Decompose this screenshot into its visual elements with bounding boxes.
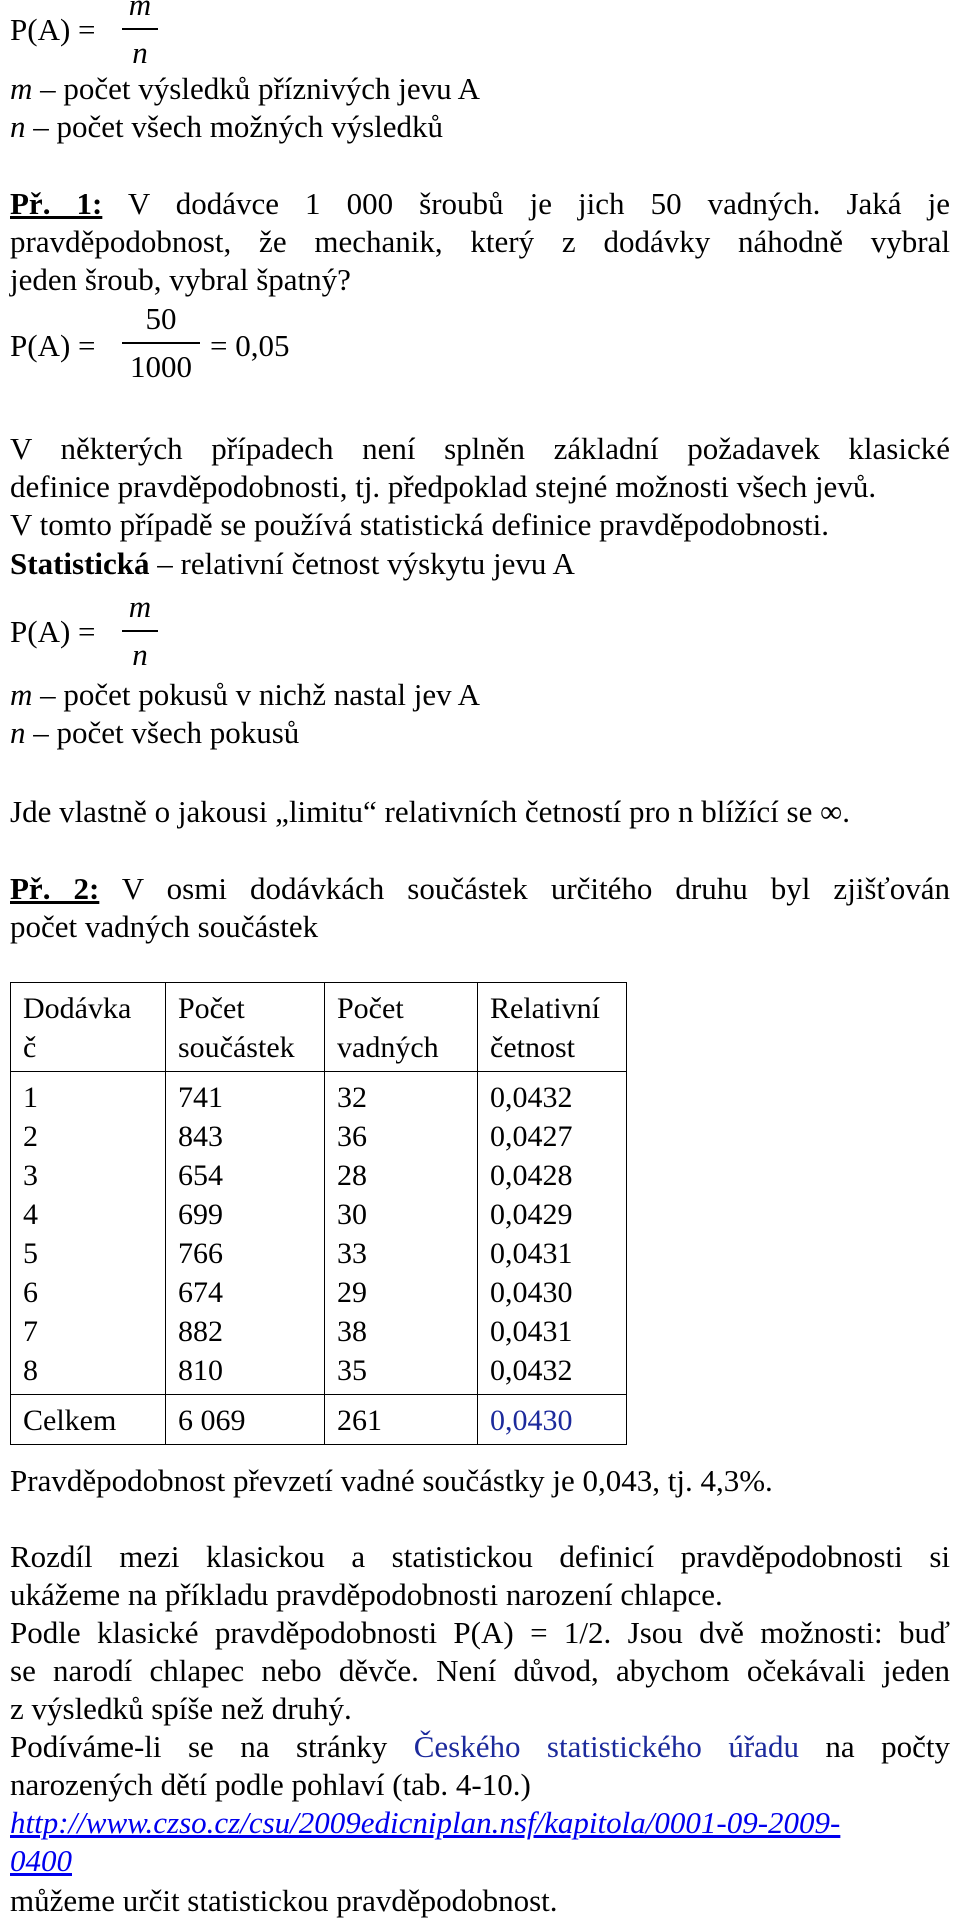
limit-text: Jde vlastně o jakousi „limitu“ relativních četností pro n blížící se ∞. — [10, 794, 850, 829]
paragraph-1-line-3: V tomto případě se používá statistická definice pravděpodobnosti. — [10, 507, 830, 542]
total-defects: 261 — [325, 1395, 478, 1445]
column-relative-frequencies: 0,0432 0,0427 0,0428 0,0429 0,0431 0,0430 0,0431 0,0432 — [478, 1072, 627, 1395]
source-url-link-line-1[interactable]: http://www.czso.cz/csu/2009edicniplan.nsf/kapitola/0001-09-2009- — [10, 1805, 841, 1840]
fraction-denominator: 1000 — [130, 349, 192, 384]
statistical-definition: Statistická – relativní četnost výskytu jevu A — [10, 546, 575, 581]
statistical-label: Statistická — [10, 546, 150, 581]
table-data-block — [11, 1072, 627, 1395]
example-2-line-1: Př. 2: V osmi dodávkách součástek určitého druhu byl zjišťován — [10, 871, 950, 906]
header-frequency: Relativní četnost — [478, 983, 627, 1072]
header-count: Počet součástek — [166, 983, 325, 1072]
column-delivery-ids: 1 2 3 4 5 6 7 8 — [11, 1072, 166, 1395]
closing-sentence: můžeme určit statistickou pravděpodobnost. — [10, 1883, 558, 1918]
statistical-office-link[interactable]: Českého statistického úřadu — [413, 1729, 799, 1764]
paragraph-2-line-6: Podíváme-li se na stránky Českého statistického úřadu na počty — [10, 1729, 951, 1764]
fraction-bar — [122, 342, 200, 344]
formula-lhs: P(A) = — [10, 328, 96, 363]
formula-example-1 — [10, 302, 330, 392]
table-total-row — [11, 1395, 627, 1445]
column-part-counts: 741 843 654 699 766 674 882 810 — [166, 1072, 325, 1395]
source-url-link-line-2[interactable]: 0400 — [10, 1843, 72, 1878]
deliveries-table — [10, 982, 627, 1445]
formula-classical — [10, 0, 210, 78]
column-defect-counts: 32 36 28 30 33 29 38 35 — [325, 1072, 478, 1395]
fraction-numerator: 50 — [145, 301, 177, 336]
paragraph-1-line-2: definice pravděpodobnosti, tj. předpoklad stejné možnosti všech jevů. — [10, 469, 877, 504]
fraction-denominator: n — [132, 35, 148, 70]
paragraph-2-line-5: z výsledků spíše než druhý. — [10, 1691, 352, 1726]
example-2-label: Př. 2: — [10, 871, 100, 906]
fraction — [122, 590, 158, 672]
paragraph-1-line-1: V některých případech není splněn základní požadavek klasické — [10, 431, 950, 466]
definition-n: n – počet všech možných výsledků — [10, 109, 444, 144]
definition-m-statistical: m – počet pokusů v nichž nastal jev A — [10, 677, 481, 712]
paragraph-2-line-7: narozených dětí podle pohlaví (tab. 4-10.) — [10, 1767, 531, 1802]
example-1-line-3: jeden šroub, vybral špatný? — [10, 262, 351, 297]
paragraph-2-line-1: Rozdíl mezi klasickou a statistickou definicí pravděpodobnosti si — [10, 1539, 950, 1574]
probability-result: Pravděpodobnost převzetí vadné součástky je 0,043, tj. 4,3%. — [10, 1463, 773, 1498]
total-label: Celkem — [11, 1395, 166, 1445]
fraction-denominator: n — [132, 637, 148, 672]
table-header-row — [11, 983, 627, 1072]
header-defects: Počet vadných — [325, 983, 478, 1072]
example-1-label: Př. 1: — [10, 186, 103, 221]
paragraph-2-line-3: Podle klasické pravděpodobnosti P(A) = 1/2. Jsou dvě možnosti: buď — [10, 1615, 950, 1650]
fraction-numerator: m — [128, 0, 152, 22]
fraction-bar — [122, 630, 158, 632]
paragraph-2-line-2: ukážeme na příkladu pravděpodobnosti narození chlapce. — [10, 1577, 723, 1612]
total-frequency: 0,0430 — [478, 1395, 627, 1445]
definition-n-statistical: n – počet všech pokusů — [10, 715, 300, 750]
fraction-bar — [122, 28, 158, 30]
fraction-numerator: m — [128, 589, 152, 624]
formula-lhs: P(A) = — [10, 12, 96, 47]
example-1-line-2: pravděpodobnost, že mechanik, který z dodávky náhodně vybral — [10, 224, 950, 259]
example-2-line-2: počet vadných součástek — [10, 909, 319, 944]
formula-lhs: P(A) = — [10, 614, 96, 649]
formula-result: = 0,05 — [210, 328, 290, 363]
formula-statistical — [10, 590, 210, 680]
definition-m: m – počet výsledků příznivých jevu A — [10, 71, 481, 106]
source-url — [10, 1804, 950, 1880]
fraction — [122, 302, 200, 384]
paragraph-2-line-4: se narodí chlapec nebo děvče. Není důvod, abychom očekávali jeden — [10, 1653, 950, 1688]
total-count: 6 069 — [166, 1395, 325, 1445]
header-delivery: Dodávka č — [11, 983, 166, 1072]
fraction — [122, 0, 158, 70]
example-1-line-1: Př. 1: V dodávce 1 000 šroubů je jich 50 vadných. Jaká je — [10, 186, 950, 221]
